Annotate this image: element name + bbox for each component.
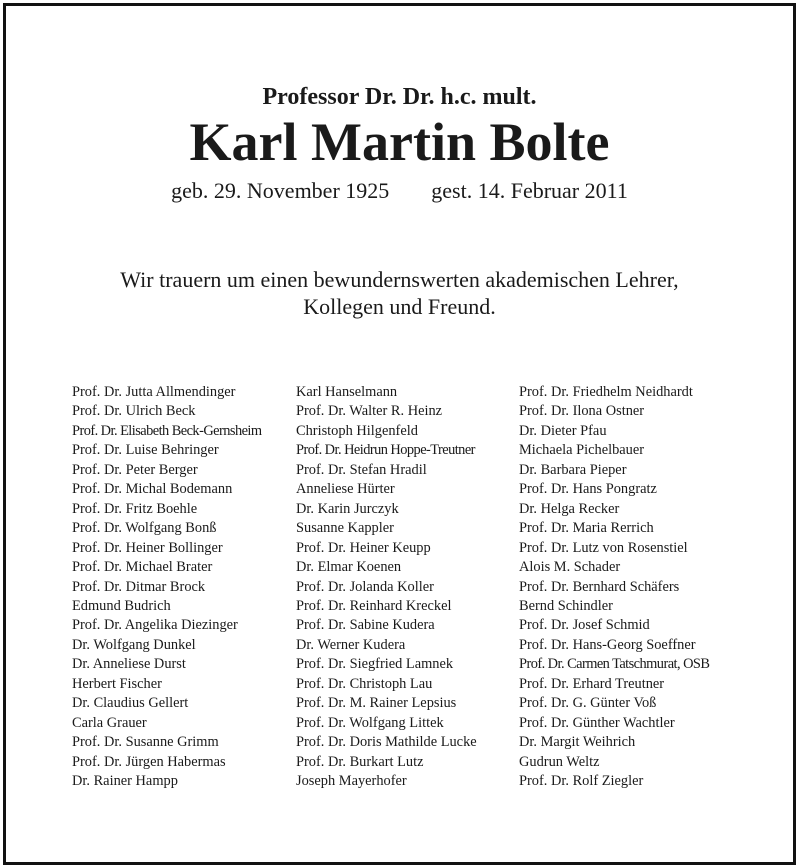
death-date: gest. 14. Februar 2011 (431, 178, 628, 203)
signatory-name: Prof. Dr. Michael Brater (72, 559, 213, 576)
signatory-name: Gudrun Weltz (519, 753, 600, 770)
signatory-name: Prof. Dr. Jutta Allmendinger (72, 384, 236, 400)
signatory-name: Prof. Dr. Reinhard Kreckel (296, 597, 452, 614)
signatory-name: Dr. Helga Recker (519, 500, 620, 517)
signatory-name: Dr. Werner Kudera (296, 636, 406, 653)
signatory-name: Prof. Dr. Heiner Keupp (296, 539, 431, 556)
message-line-1: Wir trauern um einen bewundernswerten akademischen Lehrer, (120, 267, 679, 292)
signatory-name: Prof. Dr. Siegfried Lamnek (296, 656, 454, 673)
signatory-name: Dr. Wolfgang Dunkel (72, 636, 196, 653)
signatory-name: Prof. Dr. Elisabeth Beck-Gernsheim (72, 422, 262, 439)
signatory-name: Prof. Dr. Ilona Ostner (519, 403, 645, 420)
signatory-name: Carla Grauer (72, 714, 147, 731)
signatory-name: Prof. Dr. Bernhard Schäfers (519, 578, 680, 595)
signatory-name: Edmund Budrich (72, 597, 171, 614)
signatory-name: Prof. Dr. Carmen Tatschmurat, OSB (519, 656, 710, 673)
signatory-name: Anneliese Hürter (296, 481, 395, 498)
signatory-name: Prof. Dr. Walter R. Heinz (296, 403, 443, 420)
signatory-name: Prof. Dr. Doris Mathilde Lucke (296, 734, 477, 751)
signatory-name: Dr. Elmar Koenen (296, 559, 402, 576)
signatory-name: Prof. Dr. Rolf Ziegler (519, 773, 644, 790)
signatory-name: Dr. Anneliese Durst (72, 656, 186, 673)
signatory-name: Prof. Dr. M. Rainer Lepsius (296, 695, 457, 712)
signatory-name: Prof. Dr. Hans-Georg Soeffner (519, 636, 696, 653)
signatory-name: Karl Hanselmann (296, 384, 398, 400)
signatory-name: Alois M. Schader (519, 559, 621, 576)
signatory-name: Prof. Dr. Heiner Bollinger (72, 539, 223, 556)
signatory-name: Herbert Fischer (72, 675, 162, 692)
signatory-name: Prof. Dr. Heidrun Hoppe-Treutner (296, 442, 475, 459)
signatory-name: Prof. Dr. Lutz von Rosenstiel (519, 539, 688, 556)
signatory-name: Prof. Dr. Michal Bodemann (72, 481, 233, 498)
signatory-name: Prof. Dr. Günther Wachtler (519, 714, 675, 731)
signatory-name: Prof. Dr. Friedhelm Neidhardt (519, 384, 693, 400)
signatory-name: Prof. Dr. Josef Schmid (519, 617, 650, 634)
signatory-name: Michaela Pichelbauer (519, 442, 645, 459)
signatory-name: Prof. Dr. Wolfgang Bonß (72, 520, 217, 537)
deceased-name: Karl Martin Bolte (189, 112, 610, 172)
signatory-name: Prof. Dr. Maria Rerrich (519, 520, 654, 537)
signatory-name: Prof. Dr. Burkart Lutz (296, 753, 424, 770)
signatory-name: Prof. Dr. Sabine Kudera (296, 617, 435, 634)
signatory-name: Prof. Dr. Wolfgang Littek (296, 714, 444, 731)
signatory-name: Christoph Hilgenfeld (296, 422, 418, 439)
signatory-name: Prof. Dr. Ulrich Beck (72, 403, 196, 420)
signatories-column-1 (72, 383, 262, 792)
signatories-column-3 (519, 383, 709, 792)
signatory-name: Joseph Mayerhofer (296, 773, 407, 790)
signatory-name: Dr. Dieter Pfau (519, 422, 607, 439)
signatory-name: Dr. Rainer Hampp (72, 773, 178, 790)
signatory-name: Prof. Dr. Luise Behringer (72, 442, 219, 459)
signatory-name: Prof. Dr. Christoph Lau (296, 675, 433, 692)
signatory-name: Dr. Margit Weihrich (519, 734, 636, 751)
signatory-name: Susanne Kappler (296, 520, 394, 537)
signatory-name: Prof. Dr. Hans Pongratz (519, 481, 657, 498)
mourning-message (6, 266, 793, 320)
signatory-name: Dr. Claudius Gellert (72, 695, 189, 712)
signatory-name: Prof. Dr. Fritz Boehle (72, 500, 198, 517)
signatory-name: Prof. Dr. Angelika Diezinger (72, 617, 238, 634)
signatory-name: Prof. Dr. Erhard Treutner (519, 675, 665, 692)
message-line-2: Kollegen und Freund. (303, 294, 496, 319)
signatory-name: Prof. Dr. Ditmar Brock (72, 578, 206, 595)
obituary-notice (3, 3, 796, 865)
signatory-name: Prof. Dr. Peter Berger (72, 461, 198, 478)
signatory-name: Dr. Karin Jurczyk (296, 500, 399, 517)
signatory-name: Prof. Dr. Stefan Hradil (296, 461, 427, 478)
honorific-title: Professor Dr. Dr. h.c. mult. (262, 84, 537, 110)
signatory-name: Prof. Dr. Jürgen Habermas (72, 753, 226, 770)
signatory-name: Prof. Dr. Jolanda Koller (296, 578, 434, 595)
signatory-name: Dr. Barbara Pieper (519, 461, 627, 478)
signatory-name: Bernd Schindler (519, 597, 613, 614)
signatories-column-2 (296, 383, 477, 792)
birth-date: geb. 29. November 1925 (171, 178, 390, 203)
life-dates (6, 178, 793, 204)
signatory-name: Prof. Dr. Susanne Grimm (72, 734, 219, 751)
signatory-name: Prof. Dr. G. Günter Voß (519, 695, 657, 712)
